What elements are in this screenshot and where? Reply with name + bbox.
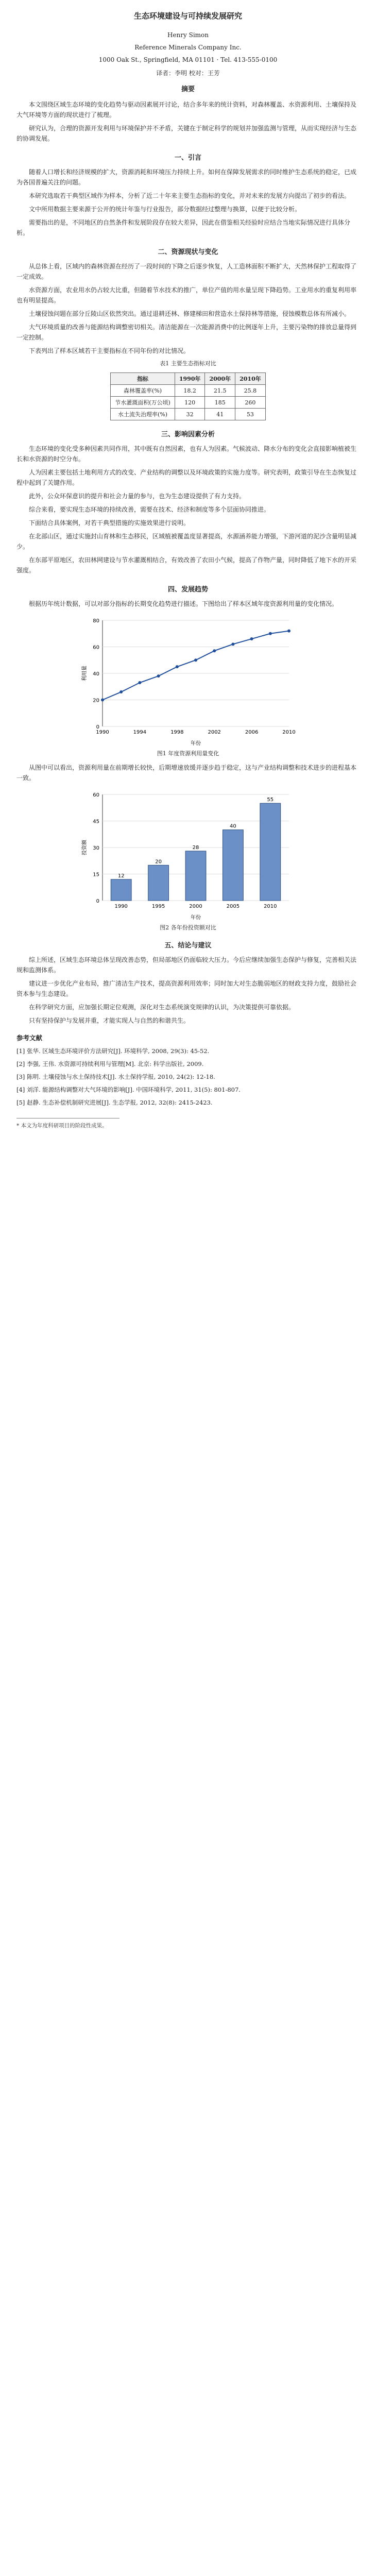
data-point	[213, 649, 216, 652]
line-chart	[80, 613, 296, 747]
x-tick-label: 1998	[170, 730, 184, 735]
x-tick-label: 2010	[282, 730, 296, 735]
indicator-table	[110, 372, 265, 420]
y-tick-label: 0	[96, 724, 99, 730]
x-axis-label: 年份	[191, 741, 201, 747]
body-paragraph: 根据历年统计数据，可以对部分指标的长期变化趋势进行描述。下图给出了样本区域年度资源利用量的变化情况。	[29, 600, 338, 607]
section-title: 五、结论与建议	[164, 942, 212, 950]
table-cell: 水土流失治理率(%)	[111, 409, 175, 420]
table-cell: 32	[175, 409, 205, 420]
table-row	[111, 409, 265, 420]
x-tick-label: 2000	[189, 904, 202, 909]
table-cell: 森林覆盖率(%)	[111, 385, 175, 397]
y-tick-label: 30	[93, 845, 99, 851]
body-paragraph: 本研究选取若干典型区域作为样本，分析了近二十年来主要生态指标的变化，并对未来的发展方向提出了初步的看法。	[29, 192, 351, 199]
data-point	[287, 630, 290, 633]
x-tick-label: 1990	[96, 730, 109, 735]
body-paragraph: 下面结合具体案例，对若干典型措施的实施效果进行说明。	[29, 519, 190, 527]
body-paragraph: 随着人口增长和经济规模的扩大，资源消耗和环境压力持续上升。如何在保障发展需求的同时维护生态系统的稳定，已成为各国普遍关注的问题。	[16, 168, 357, 186]
table-row	[111, 397, 265, 409]
body-paragraph: 下表列出了样本区域若干主要指标在不同年份的对比情况。	[29, 347, 190, 354]
body-paragraph: 人为因素主要包括土地利用方式的改变、产业结构的调整以及环境政策的实施力度等。研究表明，政策引导在生态恢复过程中起到了关键作用。	[16, 469, 357, 486]
body-paragraph: 在科学研究方面，应加强长期定位观测，深化对生态系统演变规律的认识，为决策提供可靠依据。	[29, 1004, 295, 1011]
body-paragraph: 土壤侵蚀问题在部分丘陵山区依然突出。通过退耕还林、修建梯田和营造水土保持林等措施，侵蚀模数总体有所减小。	[29, 310, 351, 317]
x-tick-label: 2006	[245, 730, 259, 735]
section-title: 四、发展趋势	[167, 586, 208, 594]
body-paragraph: 需要指出的是，不同地区的自然条件和发展阶段存在较大差异，因此在借鉴相关经验时应结合当地实际情况进行具体分析。	[16, 219, 351, 236]
body-paragraph: 在东部平原地区，农田林网建设与节水灌溉相结合，有效改善了农田小气候，提高了作物产量，同时降低了地下水的开采强度。	[16, 556, 357, 574]
y-tick-label: 60	[93, 645, 99, 651]
y-axis-label: 利用量	[82, 666, 88, 681]
body-paragraph: 水资源方面，农业用水仍占较大比重，但随着节水技术的推广，单位产值的用水量呈现下降趋势。工业用水的重复利用率也有明显提高。	[16, 286, 357, 304]
table-row	[111, 385, 265, 397]
data-point	[250, 637, 253, 640]
table-header-cell: 指标	[111, 373, 175, 385]
y-axis-label: 投资额	[82, 840, 88, 855]
data-point	[194, 658, 197, 662]
y-tick-label: 45	[93, 819, 99, 825]
data-point	[176, 665, 179, 668]
body-paragraph: 只有坚持保护与发展并重，才能实现人与自然的和谐共生。	[29, 1017, 190, 1024]
data-point	[119, 690, 123, 693]
x-tick-label: 1994	[133, 730, 147, 735]
y-tick-label: 40	[93, 671, 99, 677]
body-paragraph: 生态环境的变化受多种因素共同作用，其中既有自然因素，也有人为因素。气候波动、降水分布的变化会直接影响植被生长和水资源的时空分布。	[16, 445, 357, 463]
data-point	[157, 674, 160, 677]
table-header-cell: 2010年	[235, 373, 266, 385]
document-header	[0, 0, 376, 93]
body-paragraph: 文中所用数据主要来源于公开的统计年鉴与行业报告，部分数据经过整理与换算，以便于比较分析。	[29, 206, 301, 213]
data-point	[138, 681, 141, 684]
body-paragraph: 建议进一步优化产业布局，推广清洁生产技术，提高资源利用效率；同时加大对生态脆弱地区的财政支持力度，鼓励社会资本参与生态建设。	[16, 980, 357, 997]
section-title: 一、引言	[174, 154, 201, 162]
y-tick-label: 15	[93, 872, 99, 878]
body-paragraph: 综合来看，要实现生态环境的持续改善，需要在技术、经济和制度等多个层面协同推进。	[29, 506, 270, 513]
data-point	[101, 699, 104, 702]
body-paragraph: 在北部山区，通过实施封山育林和生态移民，区域植被覆盖度显著提高，水源涵养能力增强，下游河道的泥沙含量明显减少。	[16, 533, 357, 550]
body-paragraph: 从图中可以看出，资源利用量在前期增长较快，后期增速放缓并逐步趋于稳定，这与产业结构调整和技术进步的进程基本一致。	[16, 764, 357, 782]
table-header-row	[111, 373, 265, 385]
bar-chart	[80, 787, 296, 921]
x-tick-label: 1995	[151, 904, 165, 909]
x-axis-label: 年份	[191, 915, 201, 921]
table-cell: 节水灌溉面积(万公顷)	[111, 397, 175, 409]
section-title: 二、资源现状与变化	[158, 248, 218, 256]
author-affiliation: Reference Minerals Company Inc.	[134, 44, 242, 51]
author-name: Henry Simon	[167, 31, 209, 39]
table-header-cell: 1990年	[175, 373, 205, 385]
section-title: 三、影响因素分析	[161, 431, 215, 438]
bar-value-label: 20	[155, 859, 162, 865]
bar-value-label: 40	[230, 823, 236, 829]
table-header-cell: 2000年	[205, 373, 235, 385]
reference-item: [1] 张华. 区域生态环境评价方法研究[J]. 环境科学, 2008, 29(3): 45-52.	[16, 1047, 210, 1055]
bar	[185, 851, 206, 901]
x-tick-label: 2005	[226, 904, 240, 909]
table-cell: 21.5	[205, 385, 235, 397]
figure-caption: 图1 年度资源利用量变化	[157, 750, 219, 757]
table-cell: 260	[235, 397, 266, 409]
table-cell: 41	[205, 409, 235, 420]
abstract-heading: 摘要	[181, 86, 195, 93]
x-tick-label: 2010	[264, 904, 277, 909]
bar-value-label: 28	[192, 844, 199, 851]
table-cell: 25.8	[235, 385, 266, 397]
reference-item: [4] 刘洋. 能源结构调整对大气环境的影响[J]. 中国环境科学, 2011, 31(5): 801-807.	[16, 1086, 241, 1093]
reference-item: [2] 李强, 王伟. 水资源可持续利用与管理[M]. 北京: 科学出版社, 2009.	[16, 1060, 204, 1067]
reference-item: [3] 陈明. 土壤侵蚀与水土保持技术[J]. 水土保持学报, 2010, 24(2): 12-18.	[16, 1073, 215, 1080]
data-point	[269, 632, 272, 635]
table-cell: 53	[235, 409, 266, 420]
x-tick-label: 1990	[114, 904, 128, 909]
reference-item: [5] 赵静. 生态补偿机制研究进展[J]. 生态学报, 2012, 32(8): 2415-2423.	[16, 1099, 213, 1106]
body-paragraph: 此外，公众环保意识的提升和社会力量的参与，也为生态建设提供了有力支持。	[29, 493, 246, 500]
data-point	[231, 642, 234, 646]
y-tick-label: 80	[93, 618, 99, 624]
abstract-paragraph: 研究认为，合理的资源开发利用与环境保护并不矛盾，关键在于制定科学的规划并加强监测与管理，从而实现经济与生态的协调发展。	[16, 125, 357, 142]
bar	[223, 830, 243, 901]
x-tick-label: 2002	[208, 730, 221, 735]
y-tick-label: 60	[93, 792, 99, 798]
document-body	[0, 99, 376, 1108]
y-tick-label: 20	[93, 698, 99, 704]
y-tick-label: 0	[96, 899, 99, 904]
table-cell: 185	[205, 397, 235, 409]
body-paragraph: 大气环境质量的改善与能源结构调整密切相关。清洁能源在一次能源消费中的比例逐年上升，主要污染物的排放总量得到一定控制。	[16, 324, 357, 341]
table-caption: 表1 主要生态指标对比	[160, 360, 216, 367]
author-address: 1000 Oak St., Springfield, MA 01101 · Tel. 413-555-0100	[98, 56, 278, 63]
bar-value-label: 55	[267, 797, 274, 803]
references-heading: 参考文献	[16, 1034, 43, 1042]
bar	[148, 865, 169, 901]
body-paragraph: 从总体上看，区域内的森林资源在经历了一段时间的下降之后逐步恢复，人工造林面积不断扩大，天然林保护工程取得了一定成效。	[16, 263, 357, 280]
document-title: 生态环境建设与可持续发展研究	[133, 11, 242, 21]
figure-caption: 图2 各年份投资额对比	[160, 924, 216, 931]
bar	[260, 803, 281, 901]
bar	[111, 879, 131, 901]
footnote: * 本文为年度科研项目的阶段性成果。	[16, 1123, 108, 1129]
series-line	[102, 631, 289, 700]
table-cell: 120	[175, 397, 205, 409]
translator-line: 译者：李明 校对：王芳	[156, 70, 220, 77]
body-paragraph: 综上所述，区域生态环境总体呈现改善态势，但局部地区仍面临较大压力。今后应继续加强生态保护与修复，完善相关法规和监测体系。	[16, 956, 357, 974]
bar-value-label: 12	[117, 873, 125, 879]
table-cell: 18.2	[175, 385, 205, 397]
abstract-paragraph: 本文围绕区域生态环境的变化趋势与驱动因素展开讨论，结合多年来的统计资料，对森林覆盖、水资源利用、土壤保持及大气环境等方面的现状进行了梳理。	[16, 101, 357, 118]
